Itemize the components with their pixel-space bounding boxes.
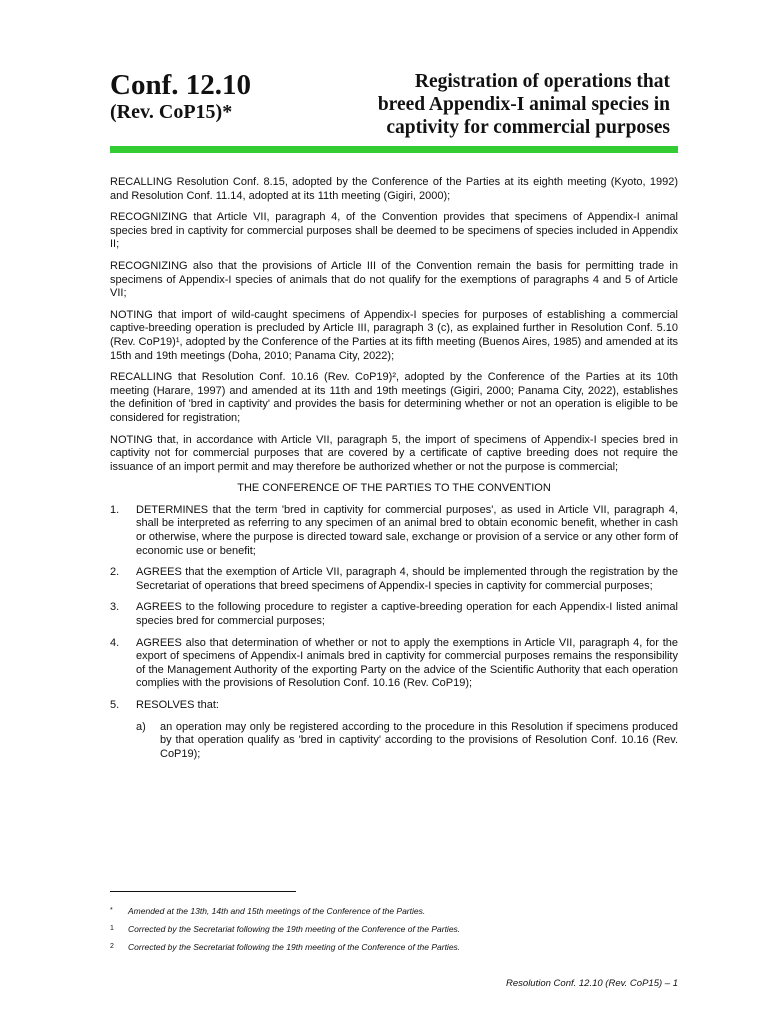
item-number: 4. [110,636,120,649]
operative-item [110,566,678,593]
item-number: 3. [110,601,120,614]
footnote [110,942,678,953]
footnotes [110,906,678,960]
preamble-paragraph: RECALLING Resolution Conf. 8.15, adopted by the Conference of the Parties at its eighth meeting (Kyoto, 1992) and Resolution Conf. 11.14, adopted at its 11th meeting (Gigiri, 2000); [110,176,678,202]
subitem-text: an operation may only be registered according to the procedure in this Resolution if specimens produced by that operation qualify as 'bred in captivity' according to the provisions of Resolution Conf. 10.16 (Rev. CoP19); [160,720,678,760]
footnote-text: Amended at the 13th, 14th and 15th meetings of the Conference of the Parties. [128,906,426,916]
operative-item [110,504,678,558]
footnote [110,906,678,917]
item-number: 2. [110,566,120,579]
footnote-mark: 2 [110,943,114,950]
subitem-letter: a) [136,720,146,733]
resolution-number: Conf. 12.10 [110,69,251,101]
preamble-paragraph: RECALLING that Resolution Conf. 10.16 (Rev. CoP19)², adopted by the Conference of the Parties at its 10th meeting (Harare, 1997) and amended at its 11th and 19th meetings (Gigiri, 2000; Panama City, 2022), establishes the definition of 'bred in captivity' and provides the basis for determining whether or not an operation is eligible to be considered for registration; [110,371,678,424]
preamble-paragraph: RECOGNIZING also that the provisions of Article III of the Convention remain the basis for permitting trade in specimens of Appendix-I species of animals that do not qualify for the exemptions of paragraphs 4 and 5 of Article VII; [110,259,678,300]
footnote-text: Corrected by the Secretariat following the 19th meeting of the Conference of the Parties. [128,942,461,952]
item-text: DETERMINES that the term 'bred in captivity for commercial purposes', as used in Article VII, paragraph 4, shall be interpreted as referring to any specimen of an animal bred to obtain economic benefit, whether in cash or otherwise, where the purpose is directed toward sale, exchange or provision of a service or any other form of economic use or benefit; [136,503,678,557]
operative-item [110,699,678,713]
title-line: captivity for commercial purposes [386,117,670,138]
title-line: Registration of operations that [414,71,670,92]
document-header [110,70,678,146]
item-number: 1. [110,503,120,516]
resolution-body [110,176,678,769]
footnote-text: Corrected by the Secretariat following the 19th meeting of the Conference of the Parties. [128,924,461,934]
operative-item [110,637,678,691]
page-footer: Resolution Conf. 12.10 (Rev. CoP15) – 1 [506,978,678,989]
preamble-paragraph: RECOGNIZING that Article VII, paragraph 4, of the Convention provides that specimens of Appendix-I animal species bred in captivity for commercial purposes shall be deemed to be specimens of species included in Appendix II; [110,211,678,251]
conference-heading: THE CONFERENCE OF THE PARTIES TO THE CONVENTION [237,482,551,495]
preamble-paragraph: NOTING that, in accordance with Article VII, paragraph 5, the import of specimens of Appendix-I species bred in captivity not for commercial purposes that are covered by a certificate of captive breeding does not require the issuance of an import permit and may therefore be authorized whether or not the purpose is commercial; [110,433,678,473]
item-text: AGREES to the following procedure to register a captive-breeding operation for each Appendix-I listed animal species bred for commercial purposes; [136,601,678,628]
item-text: AGREES that the exemption of Article VII, paragraph 4, should be implemented through the registration by the Secretariat of operations that breed specimens of Appendix-I species in captivity for commercial purposes; [136,566,678,592]
footnote [110,924,678,935]
footnote-divider [110,891,296,892]
item-text: AGREES also that determination of whether or not to apply the exemptions in Article VII, paragraph 4, for the export of specimens of Appendix-I animals bred in captivity for commercial purposes remains the responsibility of the Management Authority of the exporting Party on the advice of the Scientific Authority that each operation complies with the provisions of Resolution Conf. 10.16 (Rev. CoP19); [136,636,678,690]
footnote-mark: * [110,907,113,914]
resolution-revision: (Rev. CoP15)* [110,101,233,123]
item-number: 5. [110,699,120,711]
operative-item [110,601,678,628]
footnote-mark: 1 [110,925,114,932]
preamble-paragraph: NOTING that import of wild-caught specimens of Appendix-I species for purposes of establishing a commercial captive-breeding operation is precluded by Article III, paragraph 3 (c), as explained further in Resolution Conf. 5.10 (Rev. CoP19)¹, adopted by the Conference of the Parties at its fifth meeting (Buenos Aires, 1985) and amended at its 15th and 19th meetings (Doha, 2010; Panama City, 2022); [110,308,678,362]
header-divider [110,146,678,153]
item-text: RESOLVES that: [136,699,219,711]
operative-subitem [110,721,678,762]
resolution-title [310,70,670,139]
title-line: breed Appendix-I animal species in [377,94,670,115]
